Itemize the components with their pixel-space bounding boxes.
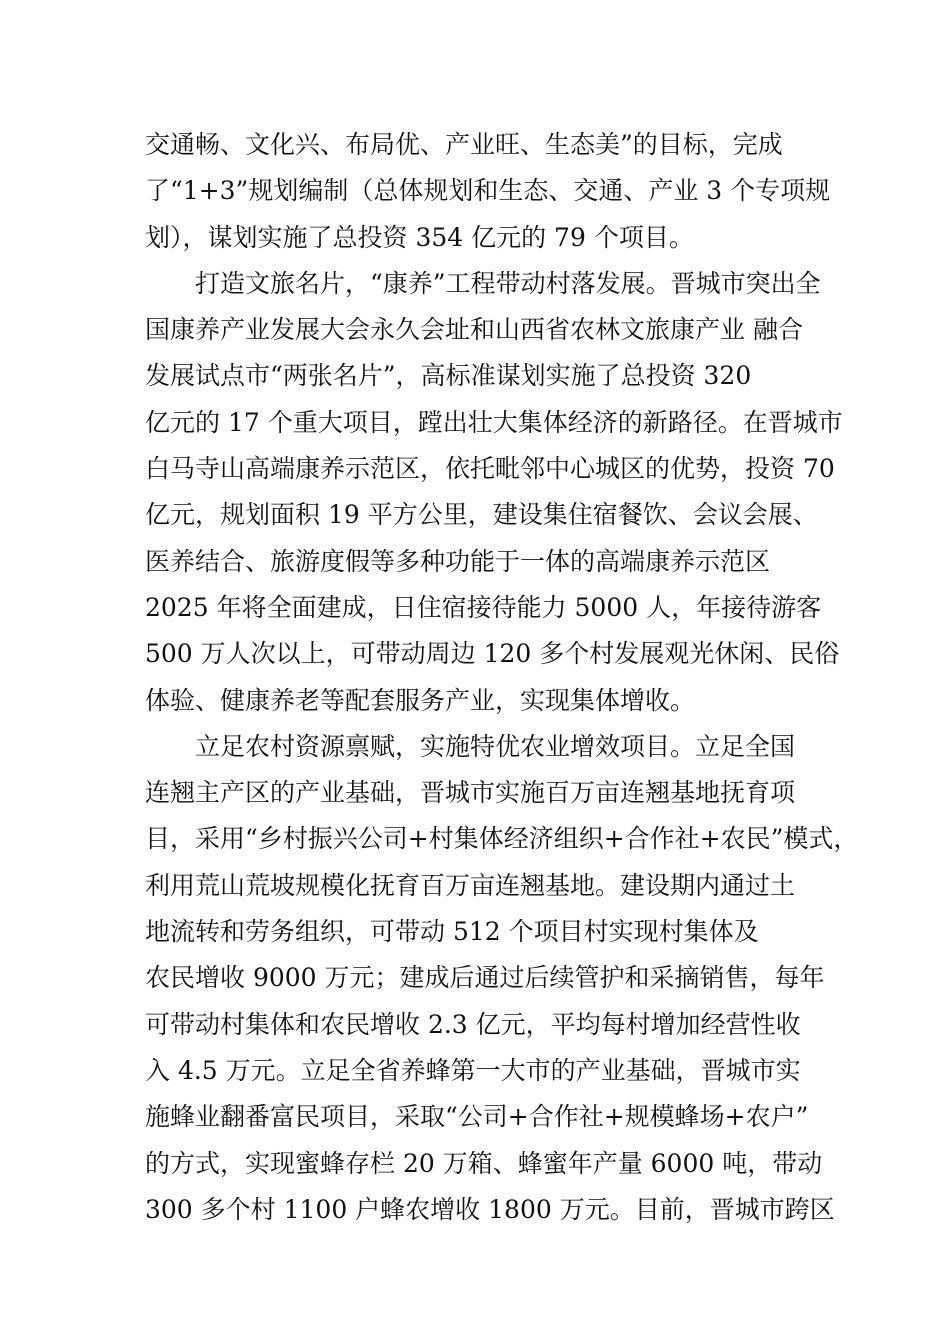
text-line: 300 多个村 1100 户蜂农增收 1800 万元。目前，晋城市跨区: [145, 1194, 835, 1224]
text-line: 500 万人次以上，可带动周边 120 多个村发展观光休闲、民俗: [145, 639, 840, 669]
text-line: 国康养产业发展大会永久会址和山西省农林文旅康产业 融合: [145, 315, 803, 345]
text-line: 体验、健康养老等配套服务产业，实现集体增收。: [145, 685, 696, 715]
text-line: 农民增收 9000 万元；建成后通过后续管护和采摘销售，每年: [145, 963, 825, 993]
text-line: 连翘主产区的产业基础，晋城市实施百万亩连翘基地抚育项: [145, 778, 796, 808]
text-line: 2025 年将全面建成，日住宿接待能力 5000 人，年接待游客: [145, 592, 822, 622]
paragraph-start-line: 立足农村资源禀赋，实施特优农业增效项目。立足全国: [195, 731, 796, 761]
text-line: 可带动村集体和农民增收 2.3 亿元，平均每村增加经营性收: [145, 1009, 801, 1039]
text-line: 划），谋划实施了总投资 354 亿元的 79 个项目。: [145, 222, 694, 252]
text-line: 目，采用“乡村振兴公司+村集体经济组织+合作社+农民”模式，: [145, 824, 859, 854]
text-line: 亿元，规划面积 19 平方公里，建设集住宿餐饮、会议会展、: [145, 500, 818, 530]
text-line: 亿元的 17 个重大项目，蹚出壮大集体经济的新路径。在晋城市: [145, 407, 843, 437]
text-line: 地流转和劳务组织，可带动 512 个项目村实现村集体及: [145, 917, 759, 947]
paragraph-start-line: 打造文旅名片，“康养”工程带动村落发展。晋城市突出全: [195, 268, 821, 298]
body-text: [145, 122, 859, 1233]
text-line: 施蜂业翻番富民项目，采取“公司+合作社+规模蜂场+农户”: [145, 1102, 809, 1132]
text-line: 利用荒山荒坡规模化抚育百万亩连翘基地。建设期内通过土: [145, 870, 796, 900]
text-line: 入 4.5 万元。立足全省养蜂第一大市的产业基础，晋城市实: [145, 1055, 801, 1085]
text-line: 交通畅、文化兴、布局优、产业旺、生态美”的目标，完成: [145, 130, 783, 159]
text-line: 的方式，实现蜜蜂存栏 20 万箱、蜂蜜年产量 6000 吨，带动: [145, 1148, 823, 1178]
text-line: 发展试点市“两张名片”，高标准谋划实施了总投资 320: [145, 361, 752, 391]
text-line: 了“1+3”规划编制（总体规划和生态、交通、产业 3 个专项规: [145, 176, 831, 206]
text-line: 医养结合、旅游度假等多种功能于一体的高端康养示范区: [145, 546, 771, 576]
text-line: 白马寺山高端康养示范区，依托毗邻中心城区的优势，投资 70: [145, 454, 835, 484]
